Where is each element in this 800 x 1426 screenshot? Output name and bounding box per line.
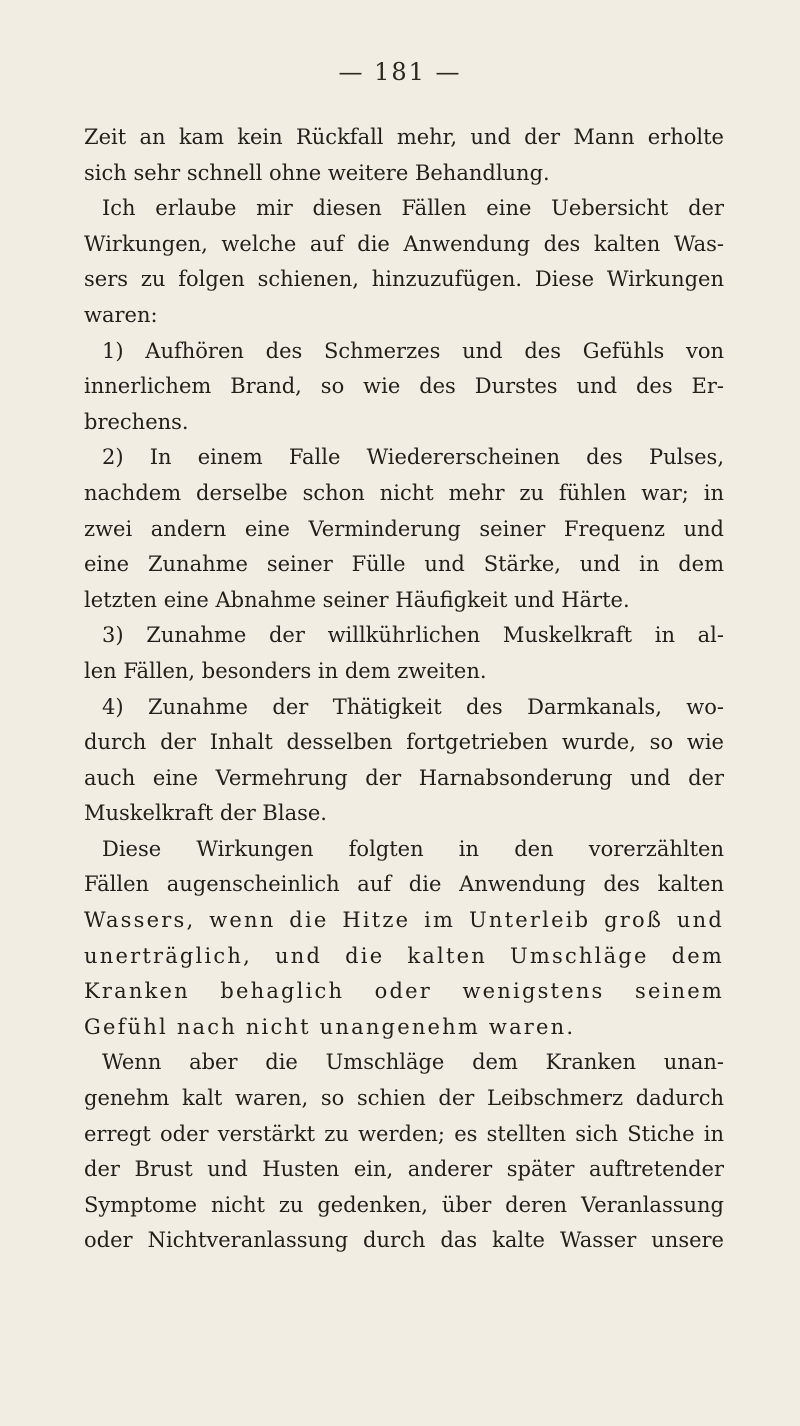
text-line: Wirkungen, welche auf die Anwendung des kalten Was- (84, 231, 724, 256)
text-line: len Fällen, besonders in dem zweiten. (84, 658, 487, 683)
text-line: sich sehr schnell ohne weitere Behandlung. (84, 160, 550, 185)
text-line: Zeit an kam kein Rückfall mehr, und der Mann erholte (84, 125, 724, 149)
text-line: zwei andern eine Verminderung seiner Frequenz und (84, 516, 724, 541)
text-line: Ich erlaube mir diesen Fällen eine Uebersicht der (102, 196, 724, 221)
page-number: — 181 — (338, 58, 462, 86)
emphasized-text-line: Wassers, wenn die Hitze im Unterleib groß und (84, 908, 724, 933)
emphasized-text-line: Kranken behaglich oder wenigstens seinem (84, 979, 724, 1004)
emphasized-text-line: unerträglich, und die kalten Umschläge dem (84, 943, 724, 968)
text-line: brechens. (84, 409, 189, 434)
text-line: Symptome nicht zu gedenken, über deren Veranlassung (84, 1192, 724, 1217)
text-line: genehm kalt waren, so schien der Leibschmerz dadurch (84, 1086, 724, 1111)
text-line: Muskelkraft der Blase. (84, 801, 327, 826)
text-line: eine Zunahme seiner Fülle und Stärke, und in dem (84, 552, 724, 577)
text-line: nachdem derselbe schon nicht mehr zu fühlen war; in (84, 480, 724, 505)
list-item: 3) Zunahme der willkührlichen Muskelkraft in al- (102, 623, 724, 648)
text-line: erregt oder verstärkt zu werden; es stellten sich Stiche in (84, 1121, 724, 1146)
text-line: der Brust und Husten ein, anderer später auftretender (84, 1157, 724, 1182)
text-line: waren: (84, 302, 158, 327)
list-item: 4) Zunahme der Thätigkeit des Darmkanals, wo- (102, 694, 724, 719)
list-item: 2) In einem Falle Wiedererscheinen des Pulses, (102, 445, 724, 470)
text-line: letzten eine Abnahme seiner Häufigkeit und Härte. (84, 587, 630, 612)
text-line: auch eine Vermehrung der Harnabsonderung und der (84, 765, 724, 790)
text-line: durch der Inhalt desselben fortgetrieben wurde, so wie (84, 730, 724, 755)
body-text (84, 120, 724, 1259)
list-item: 1) Aufhören des Schmerzes und des Gefühls von (102, 338, 724, 363)
text-line: sers zu folgen schienen, hinzuzufügen. Diese Wirkungen (84, 267, 724, 292)
emphasized-text-line: Gefühl nach nicht unangenehm waren. (84, 1014, 576, 1039)
text-line: Fällen augenscheinlich auf die Anwendung des kalten (84, 872, 724, 897)
text-line: Wenn aber die Umschläge dem Kranken unan- (102, 1050, 724, 1075)
text-line: innerlichem Brand, so wie des Durstes und des Er- (84, 374, 724, 399)
text-line: oder Nichtveranlassung durch das kalte Wasser unsere (84, 1228, 724, 1253)
text-line: Diese Wirkungen folgten in den vorerzählten (102, 836, 724, 861)
